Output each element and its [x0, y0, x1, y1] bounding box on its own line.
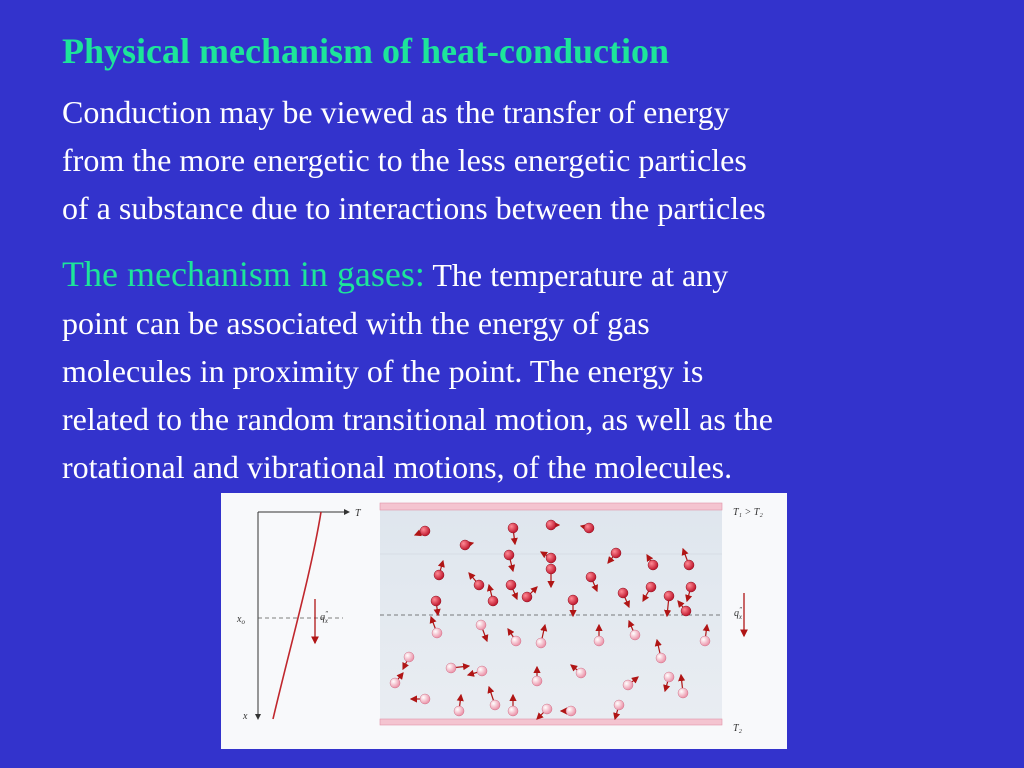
gases-heading: The mechanism in gases: [62, 254, 415, 294]
hot-molecule: [618, 588, 628, 598]
cold-molecule: [614, 700, 624, 710]
x-axis-label: x: [243, 711, 248, 722]
cold-molecule: [420, 694, 430, 704]
hot-molecule: [646, 582, 656, 592]
cold-molecule: [536, 638, 546, 648]
cold-molecule: [542, 704, 552, 714]
cold-molecule: [511, 636, 521, 646]
xo-label: $x_o$: [237, 614, 245, 626]
hot-molecule: [504, 550, 514, 560]
hot-molecule: [506, 580, 516, 590]
cold-molecule: [476, 620, 486, 630]
hot-molecule: [420, 526, 430, 536]
gas-conduction-diagram: [221, 493, 787, 749]
cold-molecule: [454, 706, 464, 716]
cold-molecule: [532, 676, 542, 686]
intro-paragraph: [62, 88, 962, 232]
cold-molecule: [700, 636, 710, 646]
gas-region: [380, 507, 722, 721]
top-temperature-label: T₁ > T₂: [733, 507, 763, 518]
hot-molecule: [522, 592, 532, 602]
hot-molecule: [474, 580, 484, 590]
hot-molecule: [664, 591, 674, 601]
hot-molecule: [586, 572, 596, 582]
gases-line: The temperature at any: [424, 257, 729, 293]
cold-molecule: [594, 636, 604, 646]
hot-plate: [380, 503, 722, 510]
cold-molecule: [432, 628, 442, 638]
gas-conduction-figure: [221, 493, 787, 749]
hot-molecule: [546, 520, 556, 530]
cold-molecule: [404, 652, 414, 662]
hot-molecule: [584, 523, 594, 533]
gases-line: related to the random transitional motion, as well as the: [62, 401, 773, 437]
hot-molecule: [488, 596, 498, 606]
heat-flux-label-left: q″ x: [320, 610, 329, 625]
hot-molecule: [568, 595, 578, 605]
hot-molecule: [686, 582, 696, 592]
cold-plate: [380, 719, 722, 725]
cold-molecule: [390, 678, 400, 688]
bottom-temperature-label: T₂: [733, 723, 743, 734]
hot-molecule: [684, 560, 694, 570]
hot-molecule: [460, 540, 470, 550]
hot-molecule: [648, 560, 658, 570]
intro-line: from the more energetic to the less energetic particles: [62, 142, 747, 178]
hot-molecule: [508, 523, 518, 533]
cold-molecule: [490, 700, 500, 710]
cold-molecule: [656, 653, 666, 663]
cold-molecule: [508, 706, 518, 716]
intro-line: of a substance due to interactions between the particles: [62, 190, 766, 226]
gases-colon: :: [414, 254, 425, 294]
cold-molecule: [630, 630, 640, 640]
intro-line: Conduction may be viewed as the transfer of energy: [62, 94, 730, 130]
gases-line: point can be associated with the energy of gas: [62, 305, 650, 341]
heat-flux-label-right: q″ x: [734, 606, 743, 621]
cold-molecule: [576, 668, 586, 678]
hot-molecule: [434, 570, 444, 580]
gases-line: molecules in proximity of the point. The energy is: [62, 353, 704, 389]
hot-molecule: [546, 564, 556, 574]
cold-molecule: [566, 706, 576, 716]
hot-molecule: [681, 606, 691, 616]
cold-molecule: [477, 666, 487, 676]
cold-molecule: [664, 672, 674, 682]
hot-molecule: [611, 548, 621, 558]
gases-paragraph: [62, 250, 982, 491]
hot-molecule: [431, 596, 441, 606]
slide-title: Physical mechanism of heat-conduction: [62, 31, 669, 71]
gases-line: rotational and vibrational motions, of the molecules.: [62, 449, 733, 485]
t-axis-label: T: [355, 508, 361, 519]
gases-first-line: [62, 250, 982, 299]
cold-molecule: [446, 663, 456, 673]
cold-molecule: [623, 680, 633, 690]
temperature-profile-curve: [273, 512, 321, 719]
hot-molecule: [546, 553, 556, 563]
cold-molecule: [678, 688, 688, 698]
